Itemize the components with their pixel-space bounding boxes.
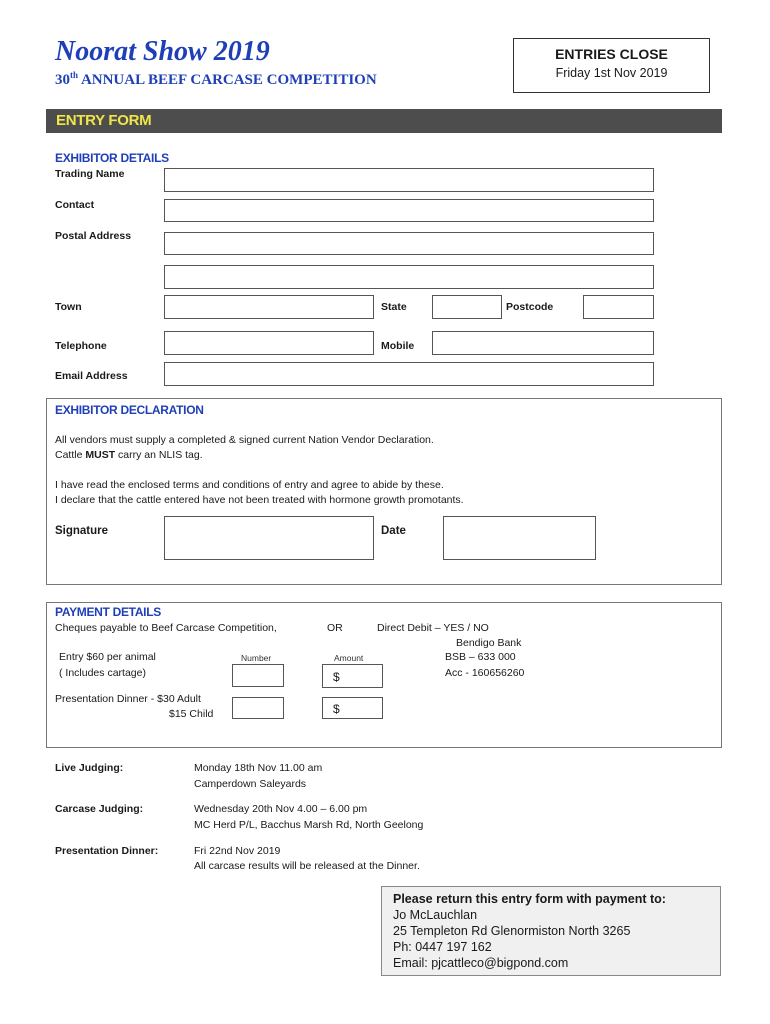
page-title: Noorat Show 2019 [55,36,270,67]
signature-label: Signature [55,525,109,537]
postcode-label: Postcode [506,301,554,313]
entry-form-heading: ENTRY FORM [56,112,152,129]
presentation-dinner-label: Presentation Dinner: [55,845,159,857]
return-address: 25 Templeton Rd Glenormiston North 3265 [393,924,631,938]
state-field[interactable] [432,295,502,319]
town-label: Town [55,301,82,313]
bank-text: Bendigo Bank [456,637,522,649]
postal-address-field-1[interactable] [164,232,654,255]
contact-field[interactable] [164,199,654,222]
declaration-line-3: I have read the enclosed terms and conditions of entry and agree to abide by these. [55,479,444,491]
cheques-text: Cheques payable to Beef Carcase Competition, [55,622,277,634]
declaration-line-1: All vendors must supply a completed & signed current Nation Vendor Declaration. [55,434,434,446]
declaration-panel [46,398,722,585]
carcase-judging-label: Carcase Judging: [55,803,144,815]
declaration-line-2-post: carry an NLIS tag. [115,449,203,461]
date-label: Date [381,525,406,537]
carcase-judging-line-2: MC Herd P/L, Bacchus Marsh Rd, North Geelong [194,819,424,831]
entry-number-field[interactable] [232,664,284,687]
includes-cartage-text: ( Includes cartage) [59,667,146,679]
telephone-field[interactable] [164,331,374,355]
contact-label: Contact [55,199,95,211]
postal-address-label: Postal Address [55,230,132,242]
dinner-dollar-sign: $ [333,702,340,716]
entry-amount-field[interactable] [322,664,383,688]
live-judging-label: Live Judging: [55,762,124,774]
mobile-field[interactable] [432,331,654,355]
live-judging-line-1: Monday 18th Nov 11.00 am [194,762,323,774]
return-name: Jo McLauchlan [393,908,478,922]
presentation-dinner-line-1: Fri 22nd Nov 2019 [194,845,281,857]
or-text: OR [327,622,343,634]
declaration-line-4: I declare that the cattle entered have not been treated with hormone growth promotants. [55,494,464,506]
subtitle-ordinal: th [70,70,79,80]
postal-address-field-2[interactable] [164,265,654,289]
entries-close-title: ENTRIES CLOSE [555,46,668,62]
mobile-label: Mobile [381,340,415,352]
page-subtitle [55,70,377,89]
email-field[interactable] [164,362,654,386]
exhibitor-details-heading: EXHIBITOR DETAILS [55,151,169,165]
return-heading: Please return this entry form with payment to: [393,892,666,906]
dinner-number-field[interactable] [232,697,284,719]
declaration-must: MUST [85,449,116,461]
carcase-judging-line-1: Wednesday 20th Nov 4.00 – 6.00 pm [194,803,368,815]
declaration-line-2-pre: Cattle [55,449,86,461]
dinner-child-text: $15 Child [169,708,214,720]
live-judging-line-2: Camperdown Saleyards [194,778,307,790]
bsb-text: BSB – 633 000 [445,651,516,663]
direct-debit-text: Direct Debit – YES / NO [377,622,489,634]
date-field[interactable] [443,516,596,560]
entries-close-box [513,38,710,93]
account-text: Acc - 160656260 [445,667,525,679]
return-phone: Ph: 0447 197 162 [393,940,492,954]
return-address-box [381,886,721,976]
email-label: Email Address [55,370,128,382]
amount-column-label: Amount [334,653,364,663]
trading-name-label: Trading Name [55,168,125,180]
declaration-line-2 [55,449,203,461]
entry-fee-text: Entry $60 per animal [59,651,156,663]
town-field[interactable] [164,295,374,319]
subtitle-text: ANNUAL BEEF CARCASE COMPETITION [78,72,377,88]
postcode-field[interactable] [583,295,654,319]
payment-heading: PAYMENT DETAILS [55,605,161,619]
return-email: Email: pjcattleco@bigpond.com [393,956,569,970]
number-column-label: Number [241,653,272,663]
subtitle-number: 30 [55,72,70,88]
entries-close-date: Friday 1st Nov 2019 [555,66,668,80]
signature-field[interactable] [164,516,374,560]
trading-name-field[interactable] [164,168,654,192]
presentation-dinner-line-2: All carcase results will be released at the Dinner. [194,860,420,872]
telephone-label: Telephone [55,340,107,352]
entry-dollar-sign: $ [333,670,340,684]
dinner-adult-text: Presentation Dinner - $30 Adult [55,693,201,705]
declaration-heading: EXHIBITOR DECLARATION [55,403,204,417]
state-label: State [381,301,407,313]
dinner-amount-field[interactable] [322,697,383,719]
